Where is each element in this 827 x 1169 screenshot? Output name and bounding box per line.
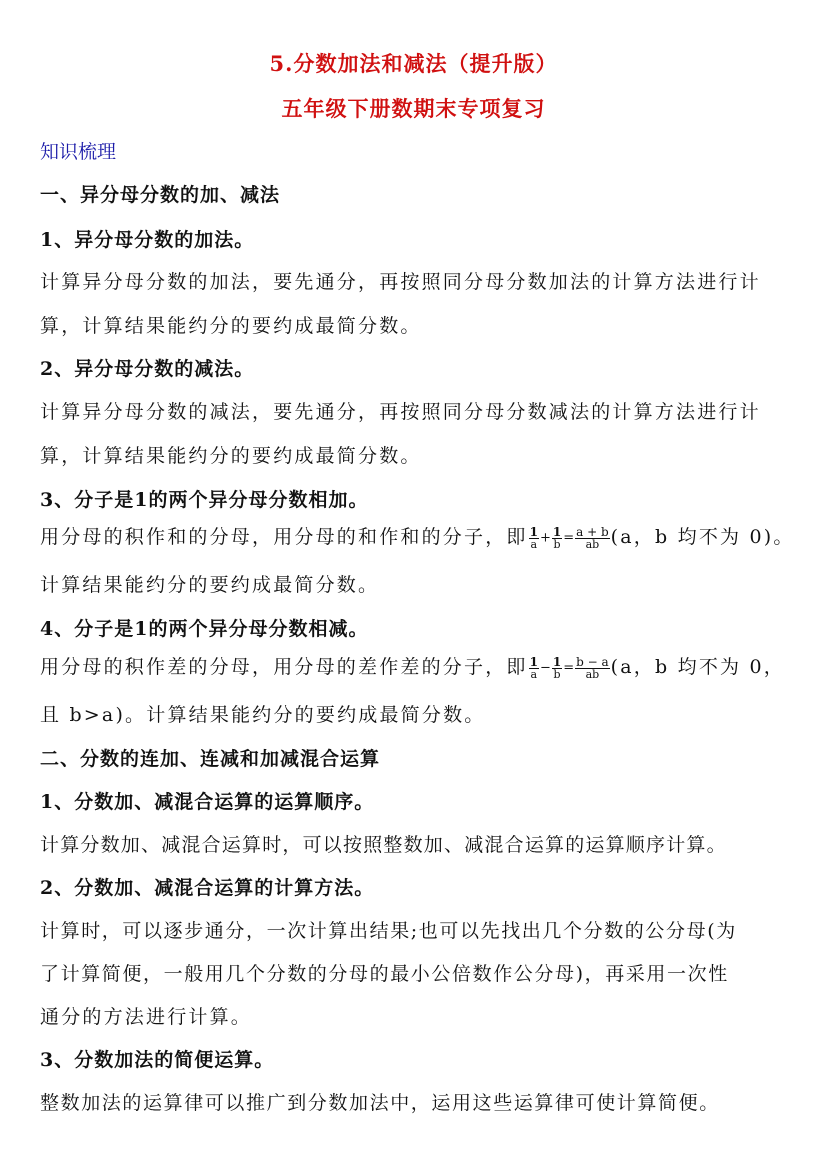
fraction-1-over-b: $\frac{1}{b}$ bbox=[552, 654, 562, 681]
s3-line1 bbox=[40, 522, 807, 551]
fraction-1-over-b: $\frac{1}{b}$ bbox=[552, 524, 562, 551]
equals-sign: = bbox=[563, 660, 575, 676]
document-title: 5.分数加法和减法（提升版） bbox=[269, 51, 558, 76]
s2-heading: 2、异分母分数的减法。 bbox=[40, 358, 255, 380]
s4-condition: (a，b 均不为 0， bbox=[610, 656, 785, 678]
s1-line1: 计算异分母分数的加法，要先通分，再按照同分母分数加法的计算方法进行计 bbox=[40, 271, 761, 293]
s2-line1: 计算异分母分数的减法，要先通分，再按照同分母分数减法的计算方法进行计 bbox=[40, 401, 761, 423]
part2-heading: 二、分数的连加、连减和加减混合运算 bbox=[40, 748, 381, 770]
p2s2-line2: 了计算简便，一般用几个分数的分母的最小公倍数作公分母)，再采用一次性 bbox=[40, 963, 729, 985]
equals-sign: = bbox=[563, 530, 575, 546]
p2s2-heading: 2、分数加、减混合运算的计算方法。 bbox=[40, 877, 375, 899]
section-label: 知识梳理 bbox=[40, 141, 117, 163]
s3-line2: 计算结果能约分的要约成最简分数。 bbox=[40, 574, 380, 596]
s1-heading: 1、异分母分数的加法。 bbox=[40, 229, 255, 251]
fraction-difference-result: $\frac{b - a}{ab}$ bbox=[576, 654, 609, 681]
s4-line2: 且 b>a)。计算结果能约分的要约成最简分数。 bbox=[40, 704, 486, 726]
s3-condition: (a，b 均不为 0)。 bbox=[610, 526, 795, 548]
p2s2-line3: 通分的方法进行计算。 bbox=[40, 1006, 253, 1028]
plus-sign: + bbox=[539, 530, 551, 546]
part1-heading: 一、异分母分数的加、减法 bbox=[40, 184, 281, 206]
p2s3-heading: 3、分数加法的简便运算。 bbox=[40, 1049, 275, 1071]
s1-line2: 算，计算结果能约分的要约成最简分数。 bbox=[40, 315, 422, 337]
s4-heading: 4、分子是1的两个异分母分数相减。 bbox=[40, 618, 369, 640]
p2s1-heading: 1、分数加、减混合运算的运算顺序。 bbox=[40, 791, 375, 813]
p2s1-line1: 计算分数加、减混合运算时，可以按照整数加、减混合运算的运算顺序计算。 bbox=[40, 834, 727, 856]
fraction-1-over-a: $\frac{1}{a}$ bbox=[529, 524, 538, 551]
p2s3-line1: 整数加法的运算律可以推广到分数加法中，运用这些运算律可使计算简便。 bbox=[40, 1092, 720, 1114]
minus-sign: − bbox=[539, 660, 551, 676]
s2-line2: 算，计算结果能约分的要约成最简分数。 bbox=[40, 445, 422, 467]
fraction-1-over-a: $\frac{1}{a}$ bbox=[529, 654, 538, 681]
p2s2-line1: 计算时，可以逐步通分，一次计算出结果;也可以先找出几个分数的公分母(为 bbox=[40, 920, 737, 942]
s4-line1-text: 用分母的积作差的分母，用分母的差作差的分子，即 bbox=[40, 656, 528, 678]
s3-line1-text: 用分母的积作和的分母，用分母的和作和的分子，即 bbox=[40, 526, 528, 548]
s3-heading: 3、分子是1的两个异分母分数相加。 bbox=[40, 489, 369, 511]
fraction-sum-result: $\frac{a + b}{ab}$ bbox=[576, 524, 609, 551]
s4-line1 bbox=[40, 652, 807, 681]
document-subtitle: 五年级下册数期末专项复习 bbox=[281, 96, 546, 121]
